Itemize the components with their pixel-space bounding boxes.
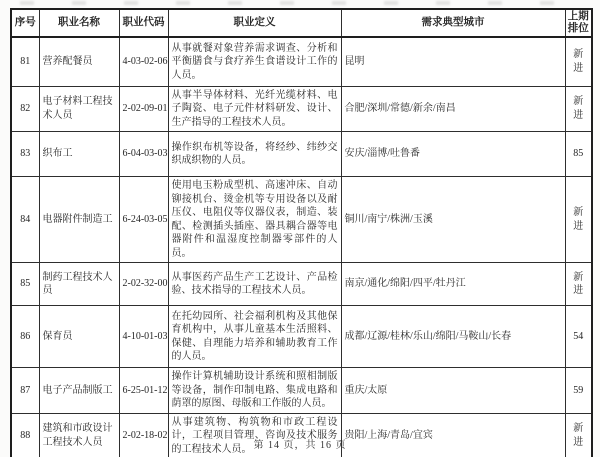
- cell-rank: 新进: [565, 413, 592, 457]
- cell-occupation-name: 电子材料工程技术人员: [39, 86, 119, 132]
- cell-occupation-code: 6-04-03-03: [119, 132, 168, 177]
- cell-definition: 操作计算机辅助设计系统和照相制版等设备，制作印制电路、集成电路和荫罩的原图、母版和工作版的人员。: [168, 368, 341, 414]
- cell-serial: 81: [11, 37, 39, 86]
- cell-cities: 昆明: [341, 37, 565, 86]
- scan-artifact: [20, 1, 580, 5]
- cell-serial: 88: [11, 413, 39, 457]
- header-cities: 需求典型城市: [341, 9, 565, 37]
- cell-occupation-code: 2-02-18-02: [119, 413, 168, 457]
- table-row: [11, 86, 592, 132]
- cell-occupation-code: 6-24-03-05: [119, 177, 168, 263]
- cell-serial: 84: [11, 177, 39, 263]
- table-row: [11, 368, 592, 414]
- cell-cities: 重庆/太原: [341, 368, 565, 414]
- cell-cities: 南京/通化/绵阳/四平/牡丹江: [341, 263, 565, 306]
- cell-occupation-name: 制药工程技术人员: [39, 263, 119, 306]
- cell-occupation-code: 2-02-09-01: [119, 86, 168, 132]
- cell-cities: 铜川/南宁/株洲/玉溪: [341, 177, 565, 263]
- header-code: 职业代码: [119, 9, 168, 37]
- cell-rank: 新进: [565, 177, 592, 263]
- header-row: [11, 9, 592, 37]
- cell-serial: 85: [11, 263, 39, 306]
- cell-definition: 从事半导体材料、光纤光缆材料、电子陶瓷、电子元件材料研发、设计、生产指导的工程技术人员。: [168, 86, 341, 132]
- cell-occupation-name: 电器附件制造工: [39, 177, 119, 263]
- cell-serial: 86: [11, 306, 39, 368]
- cell-definition: 从事建筑物、构筑物和市政工程设计，工程项目管理、咨询及技术服务的工程技术人员。: [168, 413, 341, 457]
- cell-definition: 在托幼园所、社会福利机构及其他保育机构中，从事儿童基本生活照料、保健、自理能力培养和辅助教育工作的人员。: [168, 306, 341, 368]
- cell-cities: 成都/辽源/桂林/乐山/绵阳/马鞍山/长春: [341, 306, 565, 368]
- cell-cities: 安庆/淄博/吐鲁番: [341, 132, 565, 177]
- occupations-table: [10, 8, 593, 457]
- cell-definition: 使用电玉粉成型机、高速冲床、自动铆接机台、烫金机等专用设备以及耐压仪、电阻仪等仪器仪表，制造、装配、检测插头插座、器具耦合器等电器附件和温湿度控制器零部件的人员。: [168, 177, 341, 263]
- header-serial: 序号: [11, 9, 39, 37]
- cell-definition: 从事就餐对象营养需求调查、分析和平衡膳食与食疗养生食谱设计工作的人员。: [168, 37, 341, 86]
- table-row: [11, 37, 592, 86]
- cell-occupation-name: 织布工: [39, 132, 119, 177]
- page-indicator: 第 14 页，共 16 页: [253, 440, 347, 451]
- table-row: [11, 263, 592, 306]
- cell-occupation-code: 2-02-32-00: [119, 263, 168, 306]
- cell-rank: 85: [565, 132, 592, 177]
- cell-rank: 59: [565, 368, 592, 414]
- cell-rank: 新进: [565, 263, 592, 306]
- cell-serial: 82: [11, 86, 39, 132]
- header-definition: 职业定义: [168, 9, 341, 37]
- header-rank: 上期排位: [565, 9, 592, 37]
- table-row: [11, 306, 592, 368]
- cell-cities: 合肥/深圳/常德/新余/南昌: [341, 86, 565, 132]
- cell-definition: 操作织布机等设备，将经纱、纬纱交织成织物的人员。: [168, 132, 341, 177]
- cell-occupation-name: 建筑和市政设计工程技术人员: [39, 413, 119, 457]
- cell-occupation-code: 6-25-01-12: [119, 368, 168, 414]
- cell-serial: 83: [11, 132, 39, 177]
- table-row: [11, 132, 592, 177]
- cell-occupation-code: 4-03-02-06: [119, 37, 168, 86]
- header-name: 职业名称: [39, 9, 119, 37]
- cell-occupation-code: 4-10-01-03: [119, 306, 168, 368]
- cell-rank: 新进: [565, 37, 592, 86]
- cell-occupation-name: 电子产品制版工: [39, 368, 119, 414]
- cell-occupation-name: 营养配餐员: [39, 37, 119, 86]
- cell-serial: 87: [11, 368, 39, 414]
- cell-rank: 54: [565, 306, 592, 368]
- cell-occupation-name: 保育员: [39, 306, 119, 368]
- cell-cities: 贵阳/上海/青岛/宜宾: [341, 413, 565, 457]
- cell-definition: 从事医药产品生产工艺设计、产品检验、技术指导的工程技术人员。: [168, 263, 341, 306]
- cell-rank: 新进: [565, 86, 592, 132]
- table-row: [11, 177, 592, 263]
